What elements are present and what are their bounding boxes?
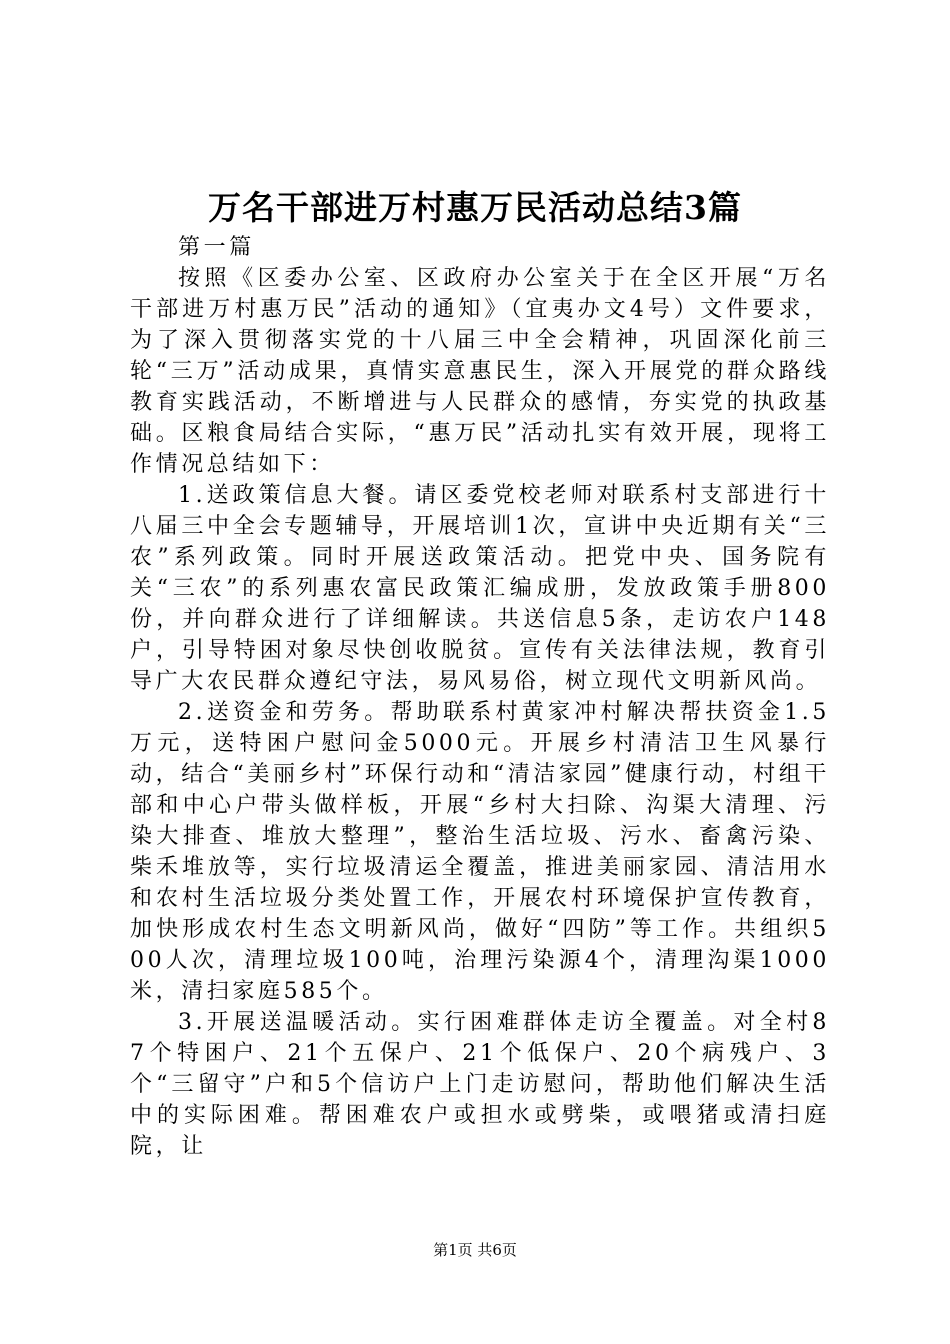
paragraph-item-3: 3.开展送温暖活动。实行困难群体走访全覆盖。对全村87个特困户、21个五保户、21个低保户、20个病残户、3个“三留守”户和5个信访户上门走访慰问，帮助他们解决生活中的实际困难。帮困难农户或担水或劈柴，或喂猪或清扫庭院，让 — [130, 1010, 830, 1159]
section-heading: 第一篇 — [178, 235, 255, 260]
paragraph-item-1: 1.送政策信息大餐。请区委党校老师对联系村支部进行十八届三中全会专题辅导，开展培训1次，宣讲中央近期有关“三农”系列政策。同时开展送政策活动。把党中央、国务院有关“三农”的系列惠农富民政策汇编成册，发放政策手册800份，并向群众进行了详细解读。共送信息5条，走访农户148户，引导特困对象尽快创收脱贫。宣传有关法律法规，教育引导广大农民群众遵纪守法，易风易俗，树立现代文明新风尚。 — [130, 483, 830, 694]
page-footer: 第1页 共6页 — [433, 1241, 517, 1259]
document-body — [130, 232, 830, 1162]
document-title: 万名干部进万村惠万民活动总结3篇 — [208, 188, 742, 227]
paragraph-item-2: 2.送资金和劳务。帮助联系村黄家冲村解决帮扶资金1.5万元，送特困户慰问金5000元。开展乡村清洁卫生风暴行动，结合“美丽乡村”环保行动和“清洁家园”健康行动，村组干部和中心户带头做样板，开展“乡村大扫除、沟渠大清理、污染大排查、堆放大整理”，整治生活垃圾、污水、畜禽污染、柴禾堆放等，实行垃圾清运全覆盖，推进美丽家园、清洁用水和农村生活垃圾分类处置工作，开展农村环境保护宣传教育，加快形成农村生态文明新风尚，做好“四防”等工作。共组织500人次，清理垃圾100吨，治理污染源4个，清理沟渠1000米，清扫家庭585个。 — [130, 700, 830, 1004]
paragraph-intro: 按照《区委办公室、区政府办公室关于在全区开展“万名干部进万村惠万民”活动的通知》（宜夷办文4号）文件要求，为了深入贯彻落实党的十八届三中全会精神，巩固深化前三轮“三万”活动成果，真情实意惠民生，深入开展党的群众路线教育实践活动，不断增进与人民群众的感情，夯实党的执政基础。区粮食局结合实际，“惠万民”活动扎实有效开展，现将工作情况总结如下： — [130, 266, 830, 477]
